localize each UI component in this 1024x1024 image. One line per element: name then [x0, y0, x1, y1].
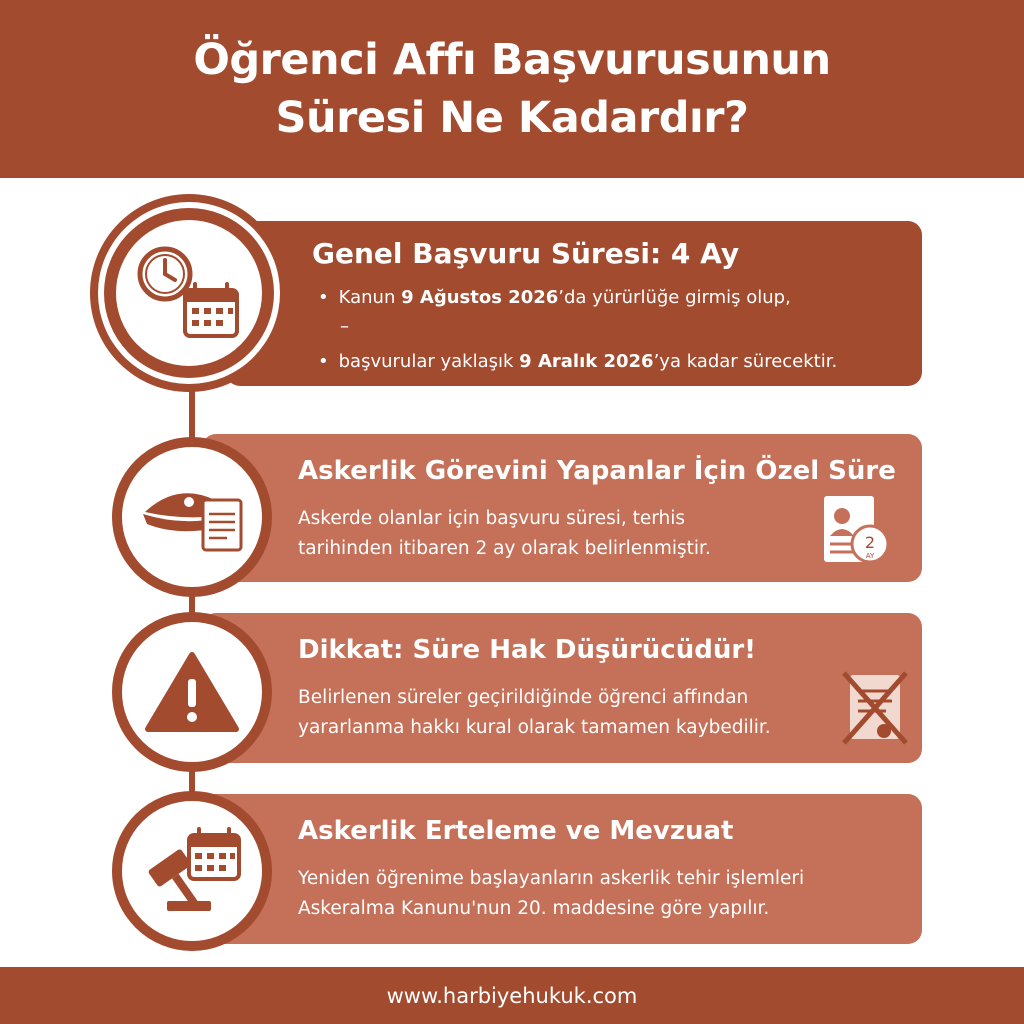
page-title-line1: Öğrenci Affı Başvurusunun: [193, 35, 831, 85]
website-link[interactable]: www.harbiyehukuk.com: [386, 983, 638, 1008]
gavel-icon: [137, 823, 247, 919]
military-cap-icon: [137, 472, 247, 562]
crossed-certificate-icon: [840, 669, 910, 749]
clock-calendar-icon: [129, 238, 249, 348]
calendar-icon: [185, 284, 237, 336]
section-icon-circle: [104, 208, 274, 378]
footer-banner: [0, 967, 1024, 1024]
section-military-period: [202, 434, 922, 582]
header-banner: [0, 0, 1024, 178]
bullet-list: [318, 283, 837, 376]
section-general-period: [226, 221, 922, 386]
bullet-item: • Kanun 9 Ağustos 2026’da yürürlüğe girmiş olup,: [318, 287, 791, 308]
section-title: Genel Başvuru Süresi: 4 Ay: [312, 237, 740, 270]
section-text: Yeniden öğrenime başlayanların askerlik tehir işlemleri Askeralma Kanunu'nun 20. maddesine göre yapılır.: [298, 868, 805, 919]
clock-icon: [140, 249, 190, 299]
section-text: Belirlenen süreler geçirildiğinde öğrenci affından yararlanma hakkı kural olarak tamamen kaybedilir.: [298, 687, 771, 738]
section-title: Askerlik Erteleme ve Mevzuat: [298, 816, 734, 846]
section-icon-circle: [112, 437, 272, 597]
certificate-timer-icon: [820, 490, 900, 570]
warning-icon: [144, 649, 240, 735]
calendar-icon: [189, 829, 239, 879]
bullet-item: • başvurular yaklaşık 9 Aralık 2026’ya kadar sürecektir.: [318, 351, 838, 372]
section-icon-circle: [112, 612, 272, 772]
document-icon: [203, 500, 241, 550]
section-warning: [202, 613, 922, 763]
bullet-item: –: [340, 316, 349, 337]
section-title: Dikkat: Süre Hak Düşürücüdür!: [298, 635, 757, 665]
section-title: Askerlik Görevini Yapanlar İçin Özel Süre: [298, 456, 896, 486]
page-title-line2: Süresi Ne Kadardır?: [275, 93, 749, 143]
svg-text:2: 2: [864, 533, 876, 552]
section-text: Askerde olanlar için başvuru süresi, terhis tarihinden itibaren 2 ay olarak belirlenmiştir.: [298, 508, 711, 559]
section-deferment: [202, 794, 922, 944]
section-icon-circle: [112, 791, 272, 951]
svg-text:AY: AY: [865, 552, 875, 560]
